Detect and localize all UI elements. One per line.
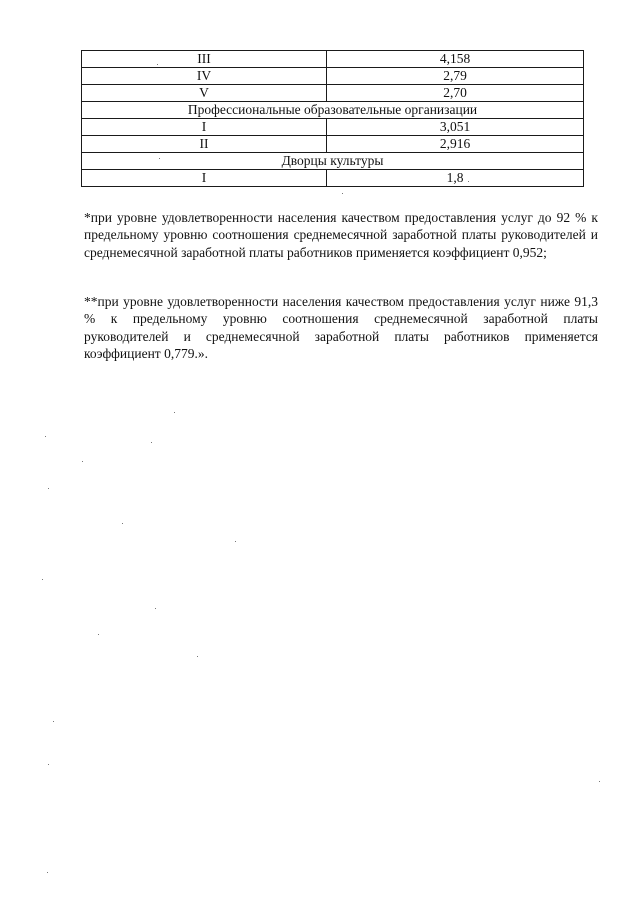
scan-speck — [53, 721, 54, 722]
group-cell: II — [82, 136, 327, 153]
scan-speck — [468, 181, 469, 182]
table-row — [82, 119, 584, 136]
table-row — [82, 136, 584, 153]
group-cell: I — [82, 119, 327, 136]
value-cell: 3,051 — [327, 119, 584, 136]
scan-speck — [45, 436, 46, 437]
scan-speck — [82, 461, 83, 462]
group-cell: I — [82, 170, 327, 187]
table-row — [82, 170, 584, 187]
scan-speck — [174, 412, 175, 413]
scan-speck — [47, 872, 48, 873]
group-cell: III — [82, 51, 327, 68]
scan-speck — [599, 781, 600, 782]
value-cell: 2,916 — [327, 136, 584, 153]
coefficients-table — [81, 50, 584, 187]
scan-speck — [157, 64, 158, 65]
footnote-single-asterisk: *при уровне удовлетворенности населения качеством предоставления услуг до 92 % к предельному уровню соотношения среднемесячной заработной платы руководителей и среднемесячной заработной платы работников применяется коэффициент 0,952; — [84, 210, 598, 260]
scan-speck — [197, 656, 198, 657]
scan-speck — [122, 523, 123, 524]
scan-speck — [155, 608, 156, 609]
table-section-row — [82, 102, 584, 119]
section-heading: Дворцы культуры — [82, 153, 584, 170]
value-cell: 4,158 — [327, 51, 584, 68]
value-cell: 2,79 — [327, 68, 584, 85]
group-cell: V — [82, 85, 327, 102]
table-row — [82, 85, 584, 102]
group-cell: IV — [82, 68, 327, 85]
footnote-double-asterisk: **при уровне удовлетворенности населения качеством предоставления услуг ниже 91,3 % к предельному уровню соотношения среднемесячной заработной платы руководителей и среднемесячной заработной платы работников применяется коэффициент 0,779.». — [84, 294, 598, 361]
scan-speck — [98, 634, 99, 635]
scan-speck — [48, 488, 49, 489]
value-cell: 2,70 — [327, 85, 584, 102]
table-row — [82, 68, 584, 85]
table-section-row — [82, 153, 584, 170]
scan-speck — [235, 541, 236, 542]
scan-speck — [159, 158, 160, 159]
value-cell: 1,8 — [327, 170, 584, 187]
scan-speck — [151, 442, 152, 443]
scan-speck — [42, 579, 43, 580]
scan-speck — [48, 764, 49, 765]
scan-speck — [342, 193, 343, 194]
section-heading: Профессиональные образовательные организации — [82, 102, 584, 119]
